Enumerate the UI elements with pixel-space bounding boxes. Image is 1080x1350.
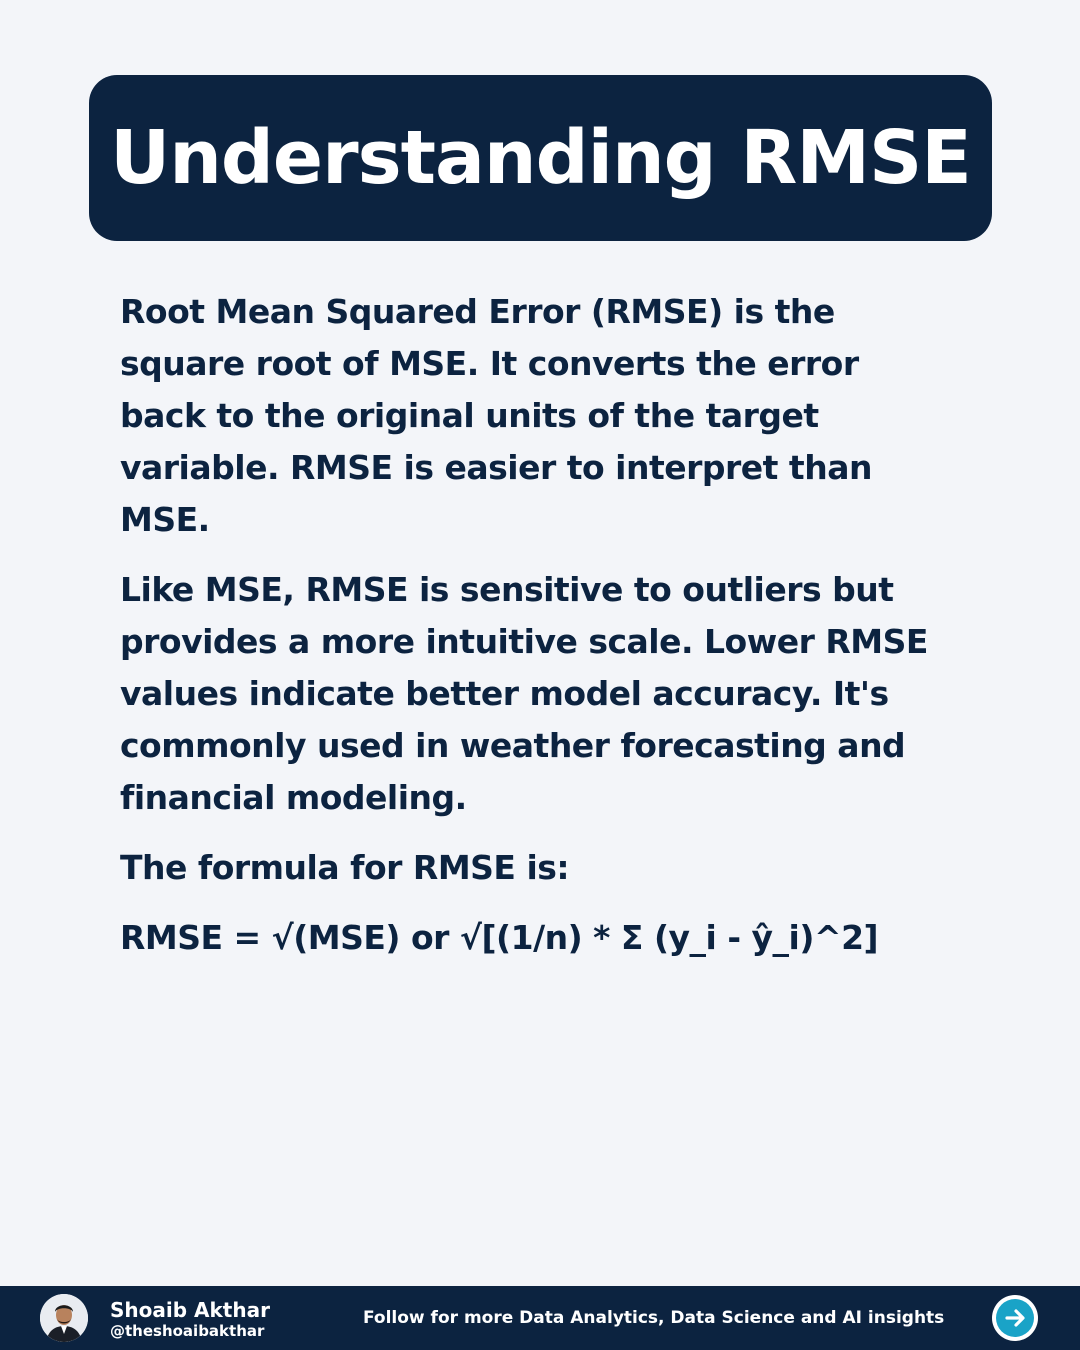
avatar-icon	[40, 1294, 88, 1342]
follow-cta: Follow for more Data Analytics, Data Science and AI insights	[363, 1308, 945, 1328]
arrow-right-icon	[996, 1299, 1034, 1337]
paragraph-intro: Root Mean Squared Error (RMSE) is the square root of MSE. It converts the error back to the original units of the target variable. RMSE is easier to interpret than MSE.	[120, 292, 872, 539]
formula-label: The formula for RMSE is:	[120, 848, 570, 887]
next-slide-button[interactable]	[992, 1295, 1038, 1341]
avatar	[40, 1294, 88, 1342]
footer-bar	[0, 1286, 1080, 1350]
slide-content	[120, 286, 950, 964]
title-banner	[89, 75, 992, 241]
author-handle[interactable]: @theshoaibakthar	[110, 1322, 265, 1340]
paragraph-details: Like MSE, RMSE is sensitive to outliers but provides a more intuitive scale. Lower RMSE values indicate better model accuracy. It's commonly used in weather forecasting and financial modeling.	[120, 570, 928, 817]
page-title: Understanding RMSE	[110, 115, 971, 201]
author-name: Shoaib Akthar	[110, 1298, 270, 1322]
formula: RMSE = √(MSE) or √[(1/n) * Σ (y_i - ŷ_i)^2]	[120, 918, 879, 957]
